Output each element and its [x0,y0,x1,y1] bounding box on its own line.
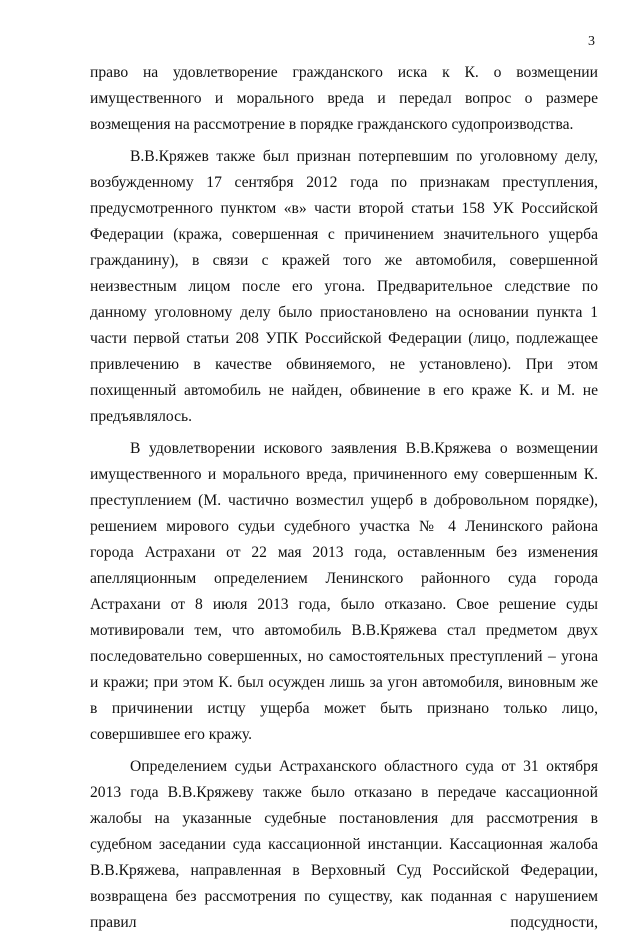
paragraph-civil-claim: В удовлетворении искового заявления В.В.Кряжева о возмещении имущественного и морального вреда, причиненного ему совершенным К. преступлением (М. частично возместил ущерб в добровольном порядке), решением мирового судьи судебного участка № 4 Ленинского района города Астрахани от 22 мая 2013 года, оставленным без изменения апелляционным определением Ленинского районного суда города Астрахани от 8 июля 2013 года, было отказано. Свое решение суды мотивировали тем, что автомобиль В.В.Кряжева стал предметом двух последовательно совершенных, но самостоятельных преступлений – угона и кражи; при этом К. был осужден лишь за угон автомобиля, виновным же в причинении истцу ущерба может быть признано только лицо, совершившее его кражу. [90,440,598,743]
page-number: 3 [588,34,595,49]
document-body [90,60,598,942]
paragraph-cassation: Определением судьи Астраханского областного суда от 31 октября 2013 года В.В.Кряжеву также было отказано в передаче кассационной жалобы на указанные судебные постановления для рассмотрения в судебном заседании суда кассационной инстанции. Кассационная жалоба В.В.Кряжева, направленная в Верховный Суд Российской Федерации, возвращена без рассмотрения по существу, как поданная с нарушением правил подсудности, [90,758,598,931]
paragraph-continuation: право на удовлетворение гражданского иска к К. о возмещении имущественного и морального вреда и передал вопрос о размере возмещения на рассмотрение в порядке гражданского судопроизводства. [90,64,598,133]
paragraph-criminal-case: В.В.Кряжев также был признан потерпевшим по уголовному делу, возбужденному 17 сентября 2012 года по признакам преступления, предусмотренного пунктом «в» части второй статьи 158 УК Российской Федерации (кража, совершенная с причинением значительного ущерба гражданину), в связи с кражей того же автомобиля, совершенной неизвестным лицом после его угона. Предварительное следствие по данному уголовному делу было приостановлено на основании пункта 1 части первой статьи 208 УПК Российской Федерации (лицо, подлежащее привлечению в качестве обвиняемого, не установлено). При этом похищенный автомобиль не найден, обвинение в его краже К. и М. не предъявлялось. [90,148,598,425]
